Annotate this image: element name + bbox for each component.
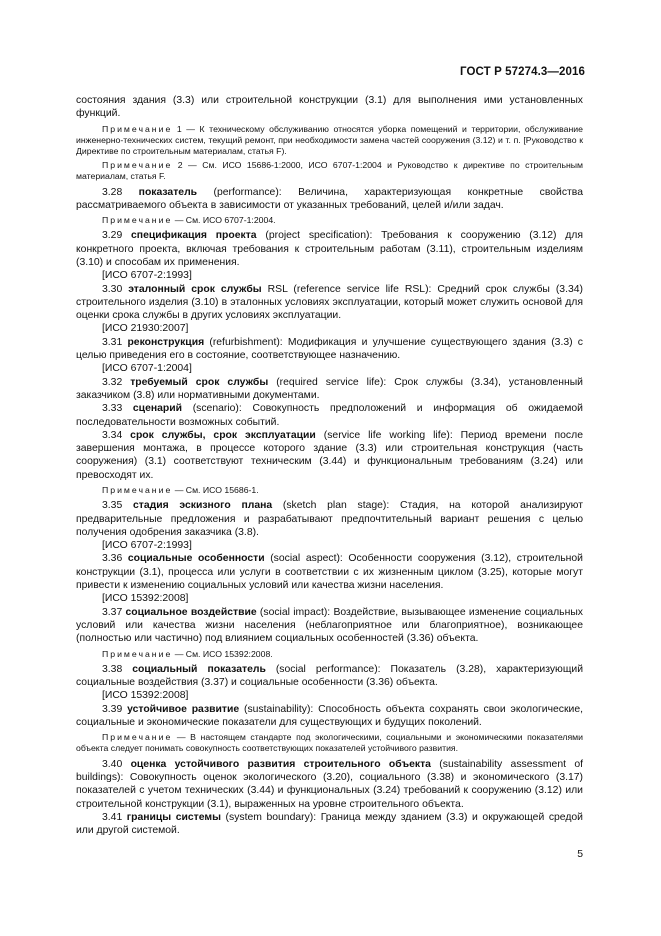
term-definition-3-29: 3.29 спецификация проекта (project specification): Требования к сооружению (3.12) для конкретного проекта, включая требования к строительным работам (3.11), строительным изделиям (3.10) и способам их применения. [76,230,583,268]
term-definition-3-34: 3.34 срок службы, срок эксплуатации (service life working life): Период времени после завершения монтажа, в процессе которого здание (3.3) или строительная конструкция (часть сооружения) (3.1) соответствуют техническим (3.44) и функциональным требованиям (3.24) или превосходят их. [76,429,583,481]
term-definition-3-30: 3.30 эталонный срок службы RSL (reference service life RSL): Средний срок службы (3.34) строительного изделия (3.10) в эталонных условиях эксплуатации, который может служить основой для оценки срока службы в других условиях эксплуатации. [76,283,583,322]
page-number: 5 [577,849,583,860]
term-definition-3-31: 3.31 реконструкция (refurbishment): Модификация и улучшение существующего здания (3.3) с целью приведения его в состояние, соответствующее назначению. [76,336,583,362]
source-reference: [ИСО 6707-2:1993] [102,540,192,552]
note: Примечание 2 — См. ИСО 15686-1:2000, ИСО 6707-1:2004 и Руководство к директиве по строительным материалам, статья F. [76,160,583,182]
term-definition-3-36: 3.36 социальные особенности (social aspect): Особенности сооружения (3.12), строительной конструкции (3.1), процесса или услуги в соответствии с их жизненным циклом (3.25), которые могут привести к изменению социальных условий или качества жизни населения. [76,553,583,592]
term-definition-3-37: 3.37 социальное воздействие (social impact): Воздействие, вызывающее изменение социальных условий или качества жизни населения (неблагоприятное или благоприятное), возникающее (полностью или частично) под влиянием социальных особенностей (3.36) объекта. [76,606,583,645]
term-definition-3-35: 3.35 стадия эскизного плана (sketch plan stage): Стадия, на которой анализируют предварительные предложения и разрабатывают предпочтительный вариант решения с целью получения одобрения заказчика (3.8). [76,500,583,538]
term-definition-3-32: 3.32 требуемый срок службы (required service life): Срок службы (3.34), установленный заказчиком (3.8) или нормативными документами. [76,376,583,401]
note: Примечание — В настоящем стандарте под экологическими, социальными и экономическими показателями объекта следует понимать совокупность соответствующих показателей устойчивого развития. [76,732,583,754]
document-body [76,94,583,837]
term-definition-3-38: 3.38 социальный показатель (social performance): Показатель (3.28), характеризующий социальные воздействия (3.37) и социальные особенности (3.36) объекта. [76,663,584,689]
term-definition-3-39: 3.39 устойчивое развитие (sustainability): Способность объекта сохранять свои экологические, социальные и экономические показатели для существующих и будущих поколений. [76,703,583,728]
standard-designation: ГОСТ Р 57274.3—2016 [460,66,585,78]
source-reference: [ИСО 21930:2007] [102,323,189,335]
note: Примечание 1 — К техническому обслуживанию относятся уборка помещений и территории, обслуживание инженерно-технических систем, текущий ремонт, при необходимости замена частей сооружения (3.12) и т. п. [Руководство к Директиве по строительным материалам, статья F). [76,123,583,156]
note: Примечание — См. ИСО 15686-1. [102,485,259,496]
note: Примечание — См. ИСО 15392:2008. [102,648,273,659]
term-definition-3-33: 3.33 сценарий (scenario): Совокупность предположений и информация об ожидаемой последовательности возможных событий. [76,403,583,428]
source-reference: [ИСО 6707-2:1993] [102,270,192,282]
term-definition-3-28: 3.28 показатель (performance): Величина, характеризующая конкретные свойства рассматриваемого объекта в зависимости от указанных требований, целей и/или задач. [76,186,583,211]
note: Примечание — См. ИСО 6707-1:2004. [102,215,276,226]
term-definition-3-41: 3.41 границы системы (system boundary): Граница между зданием (3.3) и окружающей средой или другой системой. [76,811,583,837]
source-reference: [ИСО 6707-1:2004] [102,363,192,375]
paragraph-continuation: состояния здания (3.3) или строительной конструкции (3.1) для выполнения ими установленных функций. [76,95,583,120]
term-definition-3-40: 3.40 оценка устойчивого развития строительного объекта (sustainability assessment of buildings): Совокупность оценок экологического (3.20), социального (3.38) и экономического (3.17) показателей с учетом технических (3.44) и функциональных (3.24) требований к сооружению (3.12) или строительной конструкции (3.1), выраженных на уровне строительного объекта. [76,758,583,810]
source-reference: [ИСО 15392:2008] [102,690,189,702]
source-reference: [ИСО 15392:2008] [102,593,189,605]
